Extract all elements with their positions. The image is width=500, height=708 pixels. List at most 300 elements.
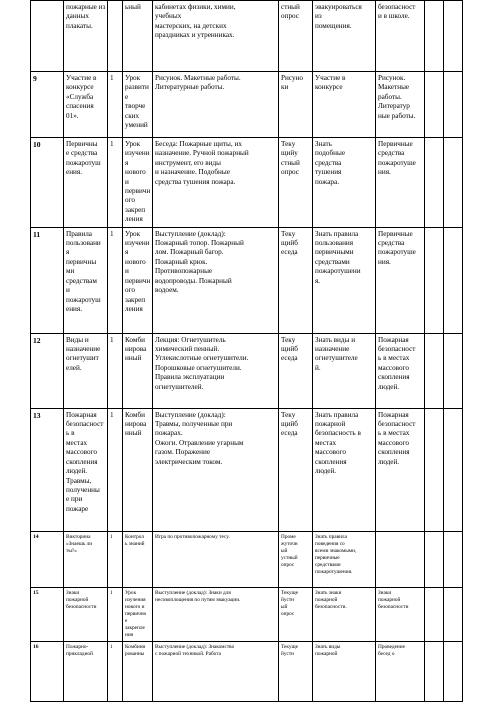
cell-line: Рисунок. Макетные работы.: [155, 74, 241, 82]
cell-line: йустн: [281, 650, 294, 657]
cell-line: Беседа: Пожарные щиты, их: [155, 140, 242, 148]
cell-line: спасения: [66, 102, 94, 111]
cell-line: е при: [66, 495, 83, 504]
cell-line: я: [125, 248, 129, 257]
content-cell: [153, 408, 279, 531]
cell-line: водоем.: [155, 286, 179, 295]
row-number: [31, 1, 64, 72]
control-cell: [279, 138, 313, 228]
cell-line: ния.: [378, 168, 391, 177]
cell-line: средствами: [315, 257, 350, 266]
row-number: 10: [31, 138, 64, 228]
cell-line: пожарной: [315, 596, 338, 603]
cell-line: Урок: [125, 229, 141, 238]
cell-line: массового: [378, 438, 409, 447]
cell-line: местах: [66, 438, 88, 447]
cell-line: Первичные: [378, 140, 413, 148]
cell-line: людей.: [66, 467, 88, 476]
table-row: [31, 531, 463, 587]
cell-line: кабинетах физики, химии,: [155, 3, 236, 11]
topic-cell: [64, 333, 108, 408]
content-cell: [153, 333, 279, 408]
cell-line: людей.: [315, 467, 337, 476]
cell-line: щийб: [281, 420, 298, 429]
cell-line: умений: [125, 121, 148, 130]
cell-line: ния.: [378, 257, 391, 266]
cell-line: закрепле: [125, 624, 145, 631]
cell-line: инструмент, его виды: [155, 158, 221, 167]
row-number: 12: [31, 333, 64, 408]
topic-cell: [64, 408, 108, 531]
equipment-cell: [376, 333, 425, 408]
cell-line: подобные: [315, 149, 346, 158]
cell-line: Игра по противопожарному тесу.: [155, 533, 230, 540]
cell-line: творче: [125, 102, 146, 111]
content-cell: [153, 227, 279, 333]
cell-line: пожарной: [66, 596, 89, 603]
equipment-cell: [376, 408, 425, 531]
cell-line: опрос: [281, 168, 299, 177]
table-row: [31, 1, 463, 72]
cell-line: безопасности.: [315, 603, 347, 610]
cell-line: пожарной: [315, 650, 338, 657]
hours-cell: [108, 1, 123, 72]
cell-line: изучени: [125, 149, 150, 158]
lesson-type-cell: [123, 333, 153, 408]
cell-line: Урок: [125, 140, 141, 148]
cell-line: еседа: [281, 248, 298, 257]
cell-line: йустн: [281, 596, 294, 603]
lesson-plan-table: [30, 0, 463, 702]
topic-cell: [64, 72, 108, 138]
cell-line: всеми знакомыми,: [315, 547, 357, 554]
cell-line: бесед о: [378, 650, 395, 657]
empty-cell: [444, 138, 463, 228]
cell-line: Углекислотные огнетушители.: [155, 354, 249, 363]
cell-line: еседа: [281, 429, 298, 438]
cell-line: нный: [125, 354, 142, 363]
cell-line: ый: [281, 547, 288, 554]
table-row: [31, 227, 463, 333]
cell-line: опрос: [281, 12, 299, 21]
lesson-type-cell: [123, 138, 153, 228]
cell-line: Участие в: [66, 74, 97, 82]
cell-line: скопления: [378, 373, 410, 382]
control-cell: [279, 227, 313, 333]
cell-line: ки: [281, 83, 289, 92]
cell-line: Выступление (доклад):: [155, 229, 226, 238]
cell-line: первично: [125, 610, 147, 617]
cell-line: ь знаний: [125, 540, 145, 547]
cell-line: «Знаешь ли: [66, 540, 93, 547]
cell-line: Контрол: [125, 533, 145, 540]
requirements-cell: [313, 227, 376, 333]
cell-line: и назначение. Подобные: [155, 168, 230, 177]
cell-line: из: [315, 12, 322, 21]
cell-line: ь в местах: [378, 354, 410, 363]
lesson-type-cell: [123, 641, 153, 701]
cell-line: опрос: [281, 561, 295, 568]
cell-line: и: [125, 267, 129, 276]
cell-line: Комби: [125, 410, 145, 419]
empty-cell: [444, 227, 463, 333]
cell-line: назначение: [66, 345, 101, 354]
cell-line: Выступление (доклад):: [155, 410, 226, 419]
empty-cell: [425, 641, 444, 701]
cell-line: нирова: [125, 345, 147, 354]
cell-line: ления: [125, 215, 143, 224]
cell-line: безопасност: [378, 420, 416, 429]
cell-line: Знать правила: [315, 410, 359, 419]
cell-line: ый: [281, 603, 288, 610]
cell-line: средства: [378, 239, 405, 248]
hours-cell: 1: [108, 333, 123, 408]
cell-line: первичн: [125, 276, 151, 285]
cell-line: назначение. Ручной пожарный: [155, 149, 249, 158]
row-number: 9: [31, 72, 64, 138]
cell-line: Виды и: [66, 335, 89, 344]
cell-line: Пожарная: [378, 335, 409, 344]
cell-line: е: [125, 617, 128, 624]
cell-line: Первичные: [378, 229, 413, 238]
cell-line: Порошковые огнетушители.: [155, 363, 242, 372]
equipment-cell: [376, 1, 425, 72]
cell-line: жуточн: [281, 540, 298, 547]
requirements-cell: [313, 408, 376, 531]
cell-line: ских: [125, 111, 140, 120]
table-row: [31, 408, 463, 531]
cell-line: нный: [125, 429, 142, 438]
control-cell: [279, 408, 313, 531]
cell-line: работы.: [378, 92, 402, 101]
content-cell: [153, 138, 279, 228]
cell-line: мастерских, на детских: [155, 21, 227, 30]
cell-line: прикладной: [66, 650, 93, 657]
cell-line: людей.: [378, 382, 400, 391]
content-cell: [153, 1, 279, 72]
cell-line: безопасност: [378, 3, 416, 11]
cell-line: Проведение: [378, 643, 405, 650]
cell-line: скопления: [315, 457, 347, 466]
cell-line: щийб: [281, 345, 298, 354]
cell-line: ения.: [66, 168, 82, 177]
cell-line: Викторина: [66, 533, 91, 540]
empty-cell: [425, 72, 444, 138]
cell-line: Теку: [281, 229, 296, 238]
lesson-type-cell: [123, 408, 153, 531]
row-number: 11: [31, 227, 64, 333]
cell-line: нового: [125, 168, 146, 177]
cell-line: первичными: [315, 248, 354, 257]
cell-line: пожаротушения.: [315, 568, 353, 575]
cell-line: Лекция: Огнетушитель: [155, 335, 226, 344]
requirements-cell: [313, 138, 376, 228]
cell-line: полученны: [66, 485, 100, 494]
requirements-cell: [313, 531, 376, 587]
cell-line: Пожарно-: [66, 643, 89, 650]
cell-line: ения.: [66, 304, 82, 313]
cell-line: Правила: [66, 229, 92, 238]
cell-line: данных: [66, 12, 89, 21]
cell-line: ления: [125, 304, 143, 313]
cell-line: Пожарный топор. Пожарный: [155, 239, 244, 248]
cell-line: Теку: [281, 410, 296, 419]
requirements-cell: [313, 587, 376, 641]
cell-line: скопления: [66, 457, 98, 466]
cell-line: пожаре: [66, 504, 89, 513]
cell-line: водопроводы. Пожарный: [155, 276, 232, 285]
cell-line: людей.: [378, 457, 400, 466]
cell-line: массового: [66, 448, 97, 457]
requirements-cell: [313, 1, 376, 72]
content-cell: [153, 72, 279, 138]
empty-cell: [425, 587, 444, 641]
lesson-type-cell: [123, 72, 153, 138]
cell-line: нового и: [125, 603, 145, 610]
cell-line: Проме: [281, 533, 296, 540]
cell-line: и: [125, 177, 129, 186]
cell-line: стный: [281, 3, 300, 11]
cell-line: закреп: [125, 295, 146, 304]
cell-line: конкурсе: [315, 83, 343, 92]
cell-line: местах: [315, 438, 337, 447]
empty-cell: [425, 333, 444, 408]
cell-line: пожара.: [315, 177, 339, 186]
cell-line: нового: [125, 257, 146, 266]
empty-cell: [425, 408, 444, 531]
cell-line: химический пенный.: [155, 345, 220, 354]
empty-cell: [444, 72, 463, 138]
topic-cell: [64, 531, 108, 587]
cell-line: первичн: [125, 187, 151, 196]
table-row: [31, 138, 463, 228]
cell-line: первичны: [66, 257, 97, 266]
cell-line: ого: [125, 196, 135, 205]
empty-cell: [444, 408, 463, 531]
empty-cell: [444, 641, 463, 701]
cell-line: Текуще: [281, 589, 298, 596]
cell-line: безопасности: [378, 603, 409, 610]
cell-line: закреп: [125, 205, 146, 214]
cell-line: огнетушителе: [315, 354, 358, 363]
cell-line: Противопожарные: [155, 267, 213, 276]
cell-line: эвакуироваться: [315, 3, 362, 11]
cell-line: электрическим током.: [155, 457, 223, 466]
cell-line: Пожарная: [378, 410, 409, 419]
cell-line: пожарной: [378, 596, 401, 603]
cell-line: 01».: [66, 111, 79, 120]
cell-line: Литератур: [378, 102, 410, 111]
cell-line: рованны: [125, 650, 145, 657]
cell-line: ми: [66, 267, 75, 276]
content-cell: [153, 587, 279, 641]
cell-line: Знать виды: [315, 643, 341, 650]
cell-line: пожаротуше: [378, 248, 416, 257]
cell-line: Травмы,: [66, 476, 92, 485]
empty-cell: [425, 138, 444, 228]
cell-line: безопасности: [66, 603, 97, 610]
cell-line: Литературные работы.: [155, 83, 225, 92]
cell-line: ь в: [66, 429, 75, 438]
cell-line: Знать знаки: [315, 589, 342, 596]
cell-line: я.: [315, 276, 321, 285]
empty-cell: [444, 531, 463, 587]
cell-line: скопления: [378, 448, 410, 457]
empty-cell: [425, 227, 444, 333]
cell-line: щийб: [281, 239, 298, 248]
cell-line: Правила эксплуатации: [155, 373, 225, 382]
document-page: [30, 0, 462, 708]
cell-line: помещения.: [315, 21, 352, 30]
content-cell: [153, 531, 279, 587]
cell-line: и в школе.: [378, 12, 410, 21]
cell-line: Выступление (доклад): Знаки для: [155, 589, 231, 596]
cell-line: устный: [281, 554, 298, 561]
equipment-cell: [376, 138, 425, 228]
cell-line: еседа: [281, 354, 298, 363]
cell-line: Текуще: [281, 643, 298, 650]
lesson-type-cell: [123, 1, 153, 72]
equipment-cell: [376, 227, 425, 333]
cell-line: Знать виды и: [315, 335, 356, 344]
cell-line: я: [66, 248, 70, 257]
cell-line: развити: [125, 83, 149, 92]
cell-line: средствам: [66, 276, 97, 285]
cell-line: Комби: [125, 335, 145, 344]
requirements-cell: [313, 72, 376, 138]
control-cell: [279, 333, 313, 408]
cell-line: ого: [125, 286, 135, 295]
hours-cell: 1: [108, 227, 123, 333]
cell-line: Теку: [281, 140, 296, 148]
cell-line: пожарные из: [66, 3, 106, 11]
cell-line: массового: [378, 363, 409, 372]
empty-cell: [444, 333, 463, 408]
cell-line: огнетушителей.: [155, 382, 204, 391]
cell-line: Знаки: [378, 589, 392, 596]
control-cell: [279, 641, 313, 701]
cell-line: тушения: [315, 168, 342, 177]
equipment-cell: [376, 641, 425, 701]
topic-cell: [64, 227, 108, 333]
cell-line: пожаротуш: [66, 295, 101, 304]
content-cell: [153, 641, 279, 701]
cell-line: Пожарный крюк.: [155, 257, 208, 266]
empty-cell: [444, 1, 463, 72]
cell-line: ния: [125, 631, 134, 638]
cell-line: плакаты.: [66, 21, 93, 30]
hours-cell: 1: [108, 587, 123, 641]
cell-line: газом. Поражение: [155, 448, 211, 457]
cell-line: Рисунок.: [378, 74, 406, 82]
table-row: [31, 333, 463, 408]
cell-line: «Служба: [66, 92, 94, 101]
equipment-cell: [376, 587, 425, 641]
cell-line: Знать правила: [315, 229, 359, 238]
control-cell: [279, 72, 313, 138]
cell-line: Комбини: [125, 643, 146, 650]
cell-line: средства: [315, 158, 342, 167]
cell-line: Знать правила: [315, 533, 347, 540]
cell-line: с пожарной техникой. Работа: [155, 650, 221, 657]
cell-line: Урок: [125, 74, 141, 82]
hours-cell: 1: [108, 138, 123, 228]
cell-line: пользования: [315, 239, 354, 248]
cell-line: я: [125, 158, 129, 167]
hours-cell: 1: [108, 408, 123, 531]
empty-cell: [425, 1, 444, 72]
topic-cell: [64, 641, 108, 701]
cell-line: безопасност: [66, 420, 104, 429]
cell-line: Знать: [315, 140, 332, 148]
cell-line: пожаротуш: [66, 158, 101, 167]
hours-cell: 1: [108, 72, 123, 138]
cell-line: средствами: [315, 561, 341, 568]
hours-cell: 1: [108, 641, 123, 701]
cell-line: пожарах.: [155, 429, 183, 438]
cell-line: Рисуно: [281, 74, 303, 82]
empty-cell: [425, 531, 444, 587]
cell-line: первичные: [315, 554, 340, 561]
cell-line: Знаки: [66, 589, 80, 596]
equipment-cell: [376, 531, 425, 587]
cell-line: ные работы.: [378, 111, 416, 120]
cell-line: пользовани: [66, 239, 101, 248]
cell-line: несовоплощения по путям эвакуации.: [155, 596, 241, 603]
cell-line: стный: [281, 158, 300, 167]
cell-line: конкурсе: [66, 83, 94, 92]
control-cell: [279, 587, 313, 641]
cell-line: опрос: [281, 610, 295, 617]
topic-cell: [64, 587, 108, 641]
cell-line: пожаротуше: [378, 158, 416, 167]
row-number: 14: [31, 531, 64, 587]
table-row: [31, 587, 463, 641]
equipment-cell: [376, 72, 425, 138]
cell-line: пожарной: [315, 420, 346, 429]
cell-line: средства: [378, 149, 405, 158]
requirements-cell: [313, 641, 376, 701]
control-cell: [279, 531, 313, 587]
cell-line: пожаротушени: [315, 267, 361, 276]
lesson-type-cell: [123, 587, 153, 641]
topic-cell: [64, 1, 108, 72]
cell-line: нирова: [125, 420, 147, 429]
cell-line: Первичны: [66, 140, 98, 148]
control-cell: [279, 1, 313, 72]
cell-line: Выступление (доклад): Знакомство: [155, 643, 235, 650]
cell-line: Макетные: [378, 83, 410, 92]
lesson-type-cell: [123, 531, 153, 587]
cell-line: Пожарная: [66, 410, 97, 419]
cell-line: средства тушения пожара.: [155, 177, 236, 186]
cell-line: безопасность в: [315, 429, 361, 438]
cell-line: щийу: [281, 149, 298, 158]
cell-line: изучения: [125, 596, 146, 603]
table-row: [31, 641, 463, 701]
cell-line: ьный: [125, 3, 141, 11]
cell-line: лом. Пожарный багор.: [155, 248, 224, 257]
cell-line: поведения со: [315, 540, 345, 547]
cell-line: огнетушит: [66, 354, 99, 363]
cell-line: массового: [315, 448, 346, 457]
cell-line: безопасност: [378, 345, 416, 354]
row-number: 15: [31, 587, 64, 641]
cell-line: Участие в: [315, 74, 346, 82]
cell-line: Теку: [281, 335, 296, 344]
hours-cell: 1: [108, 531, 123, 587]
cell-line: ты?»: [66, 547, 77, 554]
